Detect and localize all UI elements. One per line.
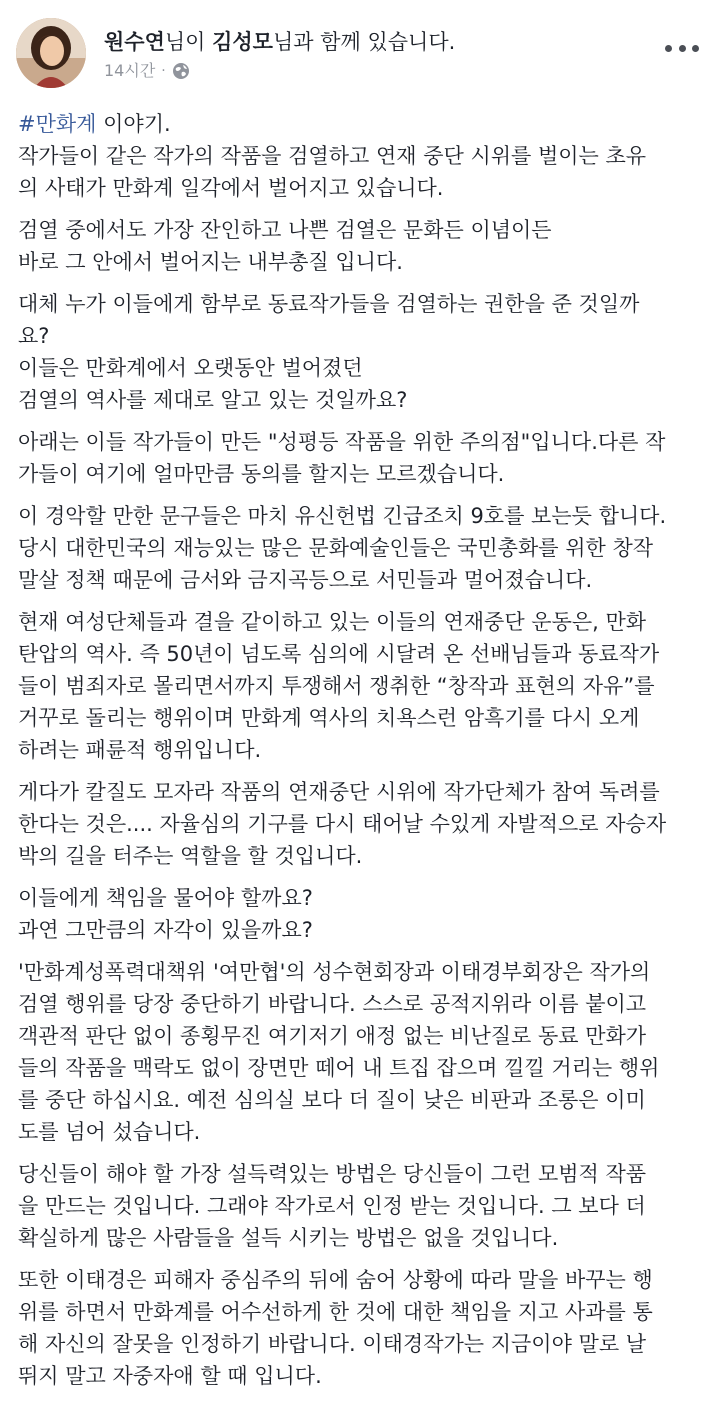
post-header	[0, 0, 719, 100]
post-body	[18, 108, 708, 1402]
paragraph: 이들에게 책임을 물어야 할까요? 과연 그만큼의 자각이 있을까요?	[18, 886, 313, 942]
globe-icon[interactable]	[172, 62, 190, 80]
intro-text: 이야기.	[96, 112, 171, 136]
more-dots-icon	[679, 45, 686, 52]
paragraph: 작가들이 같은 작가의 작품을 검열하고 연재 중단 시위를 벌이는 초유 의 사태가 만화계 일각에서 벌어지고 있습니다.	[18, 144, 647, 200]
paragraph: 또한 이태경은 피해자 중심주의 뒤에 숨어 상황에 따라 말을 바꾸는 행 위를 하면서 만화계를 어수선하게 한 것에 대한 책임을 지고 사과를 통 해 자신의 잘못을 인정하기 바랍니다. 이태경작가는 지금이야 말로 날 뛰지 말고 자중자애 할 때 입니다.	[18, 1268, 653, 1388]
with-prefix: 님이	[164, 30, 213, 54]
post-intro	[18, 108, 708, 140]
hashtag-link[interactable]: #만화계	[18, 112, 97, 136]
paragraph: 아래는 이들 작가들이 만든 "성평등 작품을 위한 주의점"입니다.다른 작 가들이 여기에 얼마만큼 동의를 할지는 모르겠습니다.	[18, 430, 666, 486]
more-dots-icon	[692, 45, 699, 52]
with-suffix: 님과 함께 있습니다.	[272, 30, 456, 54]
post-meta	[104, 60, 190, 82]
paragraph: 대체 누가 이들에게 함부로 동료작가들을 검열하는 권한을 준 것일까 요? 이들은 만화계에서 오랫동안 벌어졌던 검열의 역사를 제대로 알고 있는 것일까요?	[18, 292, 640, 412]
paragraph: 게다가 칼질도 모자라 작품의 연재중단 시위에 작가단체가 참여 독려를 한다는 것은.... 자율심의 기구를 다시 태어날 수있게 자발적으로 자승자 박의 길을 터주는 역할을 할 것입니다.	[18, 780, 667, 868]
post-timestamp[interactable]: 14시간	[104, 61, 156, 80]
author-name[interactable]: 원수연	[104, 30, 165, 54]
paragraph: 현재 여성단체들과 결을 같이하고 있는 이들의 연재중단 운동은, 만화 탄압의 역사. 즉 50년이 넘도록 심의에 시달려 온 선배님들과 동료작가 들이 범죄자로 몰리면서까지 투쟁해서 쟁취한 “창작과 표현의 자유”를 거꾸로 돌리는 행위이며 만화계 역사의 치욕스런 암흑기를 다시 오게 하려는 패륜적 행위입니다.	[18, 610, 660, 762]
avatar-image	[16, 18, 86, 88]
paragraph: 당신들이 해야 할 가장 설득력있는 방법은 당신들이 그런 모범적 작품 을 만드는 것입니다. 그래야 작가로서 인정 받는 것입니다. 그 보다 더 확실하게 많은 사람들을 설득 시키는 방법은 없을 것입니다.	[18, 1162, 647, 1250]
more-options-button[interactable]	[665, 38, 699, 58]
paragraph: 검열 중에서도 가장 잔인하고 나쁜 검열은 문화든 이념이든 바로 그 안에서 벌어지는 내부총질 입니다.	[18, 218, 552, 274]
more-dots-icon	[665, 45, 672, 52]
tagged-person-name[interactable]: 김성모	[212, 30, 273, 54]
paragraph: '만화계성폭력대책위 '여만협'의 성수현회장과 이태경부회장은 작가의 검열 행위를 당장 중단하기 바랍니다. 스스로 공적지위라 이름 붙이고 객관적 판단 없이 종횡무진 여기저기 애정 없는 비난질로 동료 만화가 들의 작품을 맥락도 없이 장면만 떼어 내 트집 잡으며 낄낄 거리는 행위 를 중단 하십시요. 예전 심의실 보다 더 질이 낮은 비판과 조롱은 이미 도를 넘어 섰습니다.	[18, 960, 660, 1144]
author-line	[104, 28, 455, 56]
paragraph: 이 경악할 만한 문구들은 마치 유신헌법 긴급조치 9호를 보는듯 합니다. 당시 대한민국의 재능있는 많은 문화예술인들은 국민총화를 위한 창작 말살 정책 때문에 금서와 금지곡등으로 서민들과 멀어졌습니다.	[18, 504, 667, 592]
meta-separator: ·	[161, 63, 166, 79]
avatar[interactable]	[16, 18, 86, 88]
